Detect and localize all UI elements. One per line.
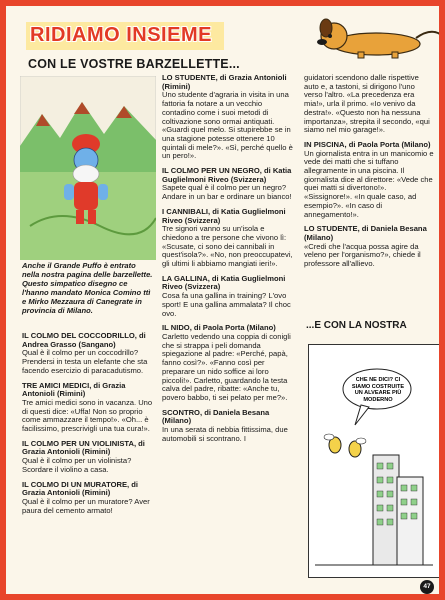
joke-heading: IL COLMO DEL COCCODRILLO, di Andrea Grasso (Sangano) — [22, 331, 146, 349]
joke-item — [304, 141, 434, 219]
joke-item — [22, 440, 154, 475]
column-2 — [162, 74, 296, 449]
joke-heading: IL NIDO, di Paola Porta (Milano) — [162, 323, 276, 333]
joke-text: «Credi che l'acqua possa agire da veleno per l'organismo?», chiede il professore all'allievo. — [304, 241, 421, 269]
joke-heading: I CANNIBALI, di Katia Guglielmoni Riveo (Svizzera) — [162, 206, 286, 225]
joke-item — [162, 275, 296, 319]
bee-icon — [349, 438, 366, 457]
joke-text: Qual è il colmo per un coccodrillo? Prendersi in testa un elefante che sta facendo esercizio di paracadutismo. — [22, 348, 148, 375]
joke-text: guidatori scendono dalle rispettive auto e, a tastoni, si dirigono l'uno verso l'altro. «La precedenza era mia!», urla il primo. «Io venivo da destra!». «Questo non ha nessuna importanza», strepita il secondo, «qui siamo nel mio garage!». — [304, 73, 430, 135]
joke-text: Carletto vedendo una coppia di conigli che si strappa i peli domanda spiegazione al padre: «Perché, papà, fanno così?». «Fanno così per preparare un nido soffice ai loro piccoli!». Carletto, guardando la testa calva del padre, ribatte: «Anche tu, povero babbo, ti sei pelato per me?». — [162, 331, 291, 402]
page-title: RIDIAMO INSIEME — [30, 24, 212, 46]
joke-text: Uno studente d'agraria in visita in una fattoria fa notare a un vecchio contadino come i suoi metodi di coltivazione sono ormai antiquati. «Guardi quel melo. Si stupirebbe se in una stagione potesse ottenere 10 quintali di mele?». «Sì, perché quello è un pero!». — [162, 90, 293, 161]
joke-item — [304, 225, 434, 269]
drawing-caption: Anche il Grande Puffo è entrato nella nostra pagina delle barzellette. Questo simpatico disegno ce l'hanno mandato Monica Comino ttì e Mirko Mezzaura di Canegrate in provincia di Milano. — [22, 261, 153, 315]
joke-text: Un giornalista entra in un manicomio e vede dei matti che si tuffano allegramente in una piscina. Il giornalista dice al direttore: «Vede che quei matti si divertono!». «Sissignore!». «In quale caso, ad esempio?». «In caso di annegamento!». — [304, 148, 434, 219]
joke-text: Qual è il colmo per un muratore? Aver paura del cemento armato! — [22, 496, 150, 515]
column-1 — [22, 332, 154, 521]
page-subtitle: CON LE VOSTRE BARZELLETTE... — [28, 57, 240, 71]
joke-text: Tre amici medici sono in vacanza. Uno di questi dice: «Uffa! Non so proprio come ammazzare il tempo!». «Oh... è facilissimo, prescrivigli una tua cura!». — [22, 397, 153, 434]
joke-heading: IN PISCINA, di Paola Porta (Milano) — [304, 139, 431, 149]
page-number: 47 — [420, 580, 434, 594]
joke-item — [22, 481, 154, 516]
joke-item — [162, 167, 296, 202]
joke-heading: LA GALLINA, di Katia Guglielmoni Riveo (Svizzera) — [162, 273, 286, 292]
joke-item — [304, 74, 434, 135]
joke-text: In una serata di nebbia fittissima, due automobili si scontrano. I — [162, 425, 288, 443]
dog-illustration — [296, 14, 439, 60]
bee-icon — [324, 434, 341, 453]
joke-item — [22, 332, 154, 376]
joke-text: Cosa fa una gallina in training? L'ovo sport! E una gallina ammalata? Il choc ovo. — [162, 291, 291, 318]
cartoon-heading: ...E CON LA NOSTRA — [306, 320, 407, 331]
joke-item — [162, 208, 296, 269]
speech-bubble-text: CHE NE DICI? CI SIAMO COSTRUITE UN ALVEARE PIÙ MODERNO — [351, 377, 405, 403]
joke-text: Qual è il colmo per un violinista? Scordare il violino a casa. — [22, 456, 132, 474]
joke-heading: SCONTRO, di Daniela Besana (Milano) — [162, 407, 270, 426]
joke-heading: TRE AMICI MEDICI, di Grazia Antonioli (Rimini) — [22, 380, 126, 399]
cartoon-panel — [308, 344, 439, 578]
joke-item — [22, 382, 154, 434]
column-3 — [304, 74, 434, 275]
joke-heading: IL COLMO DI UN MURATORE, di Grazia Antonioli (Rimini) — [22, 479, 139, 498]
joke-heading: IL COLMO PER UN NEGRO, di Katia Guglielmoni Riveo (Svizzera) — [162, 166, 292, 184]
joke-heading: LO STUDENTE, di Grazia Antonioli (Rimini) — [162, 73, 287, 91]
joke-item — [162, 409, 296, 444]
joke-heading: LO STUDENTE, di Daniela Besana (Milano) — [304, 224, 427, 242]
joke-item — [162, 74, 296, 161]
joke-text: Sapete qual è il colmo per un negro? Andare in un bar e ordinare un bianco! — [162, 183, 292, 202]
grande-puffo-drawing — [20, 76, 156, 260]
joke-heading: IL COLMO PER UN VIOLINISTA, di Grazia Antonioli (Rimini) — [22, 438, 145, 457]
page — [6, 6, 439, 594]
joke-text: Tre signori vanno su un'isola e chiedono a tre persone che vivono lì: «Scusate, ci sono dei cannibali in quest'isola?». «No, non preoccupatevi, gli ultimi li abbiamo mangiati ieri!». — [162, 224, 293, 269]
joke-item — [162, 324, 296, 402]
